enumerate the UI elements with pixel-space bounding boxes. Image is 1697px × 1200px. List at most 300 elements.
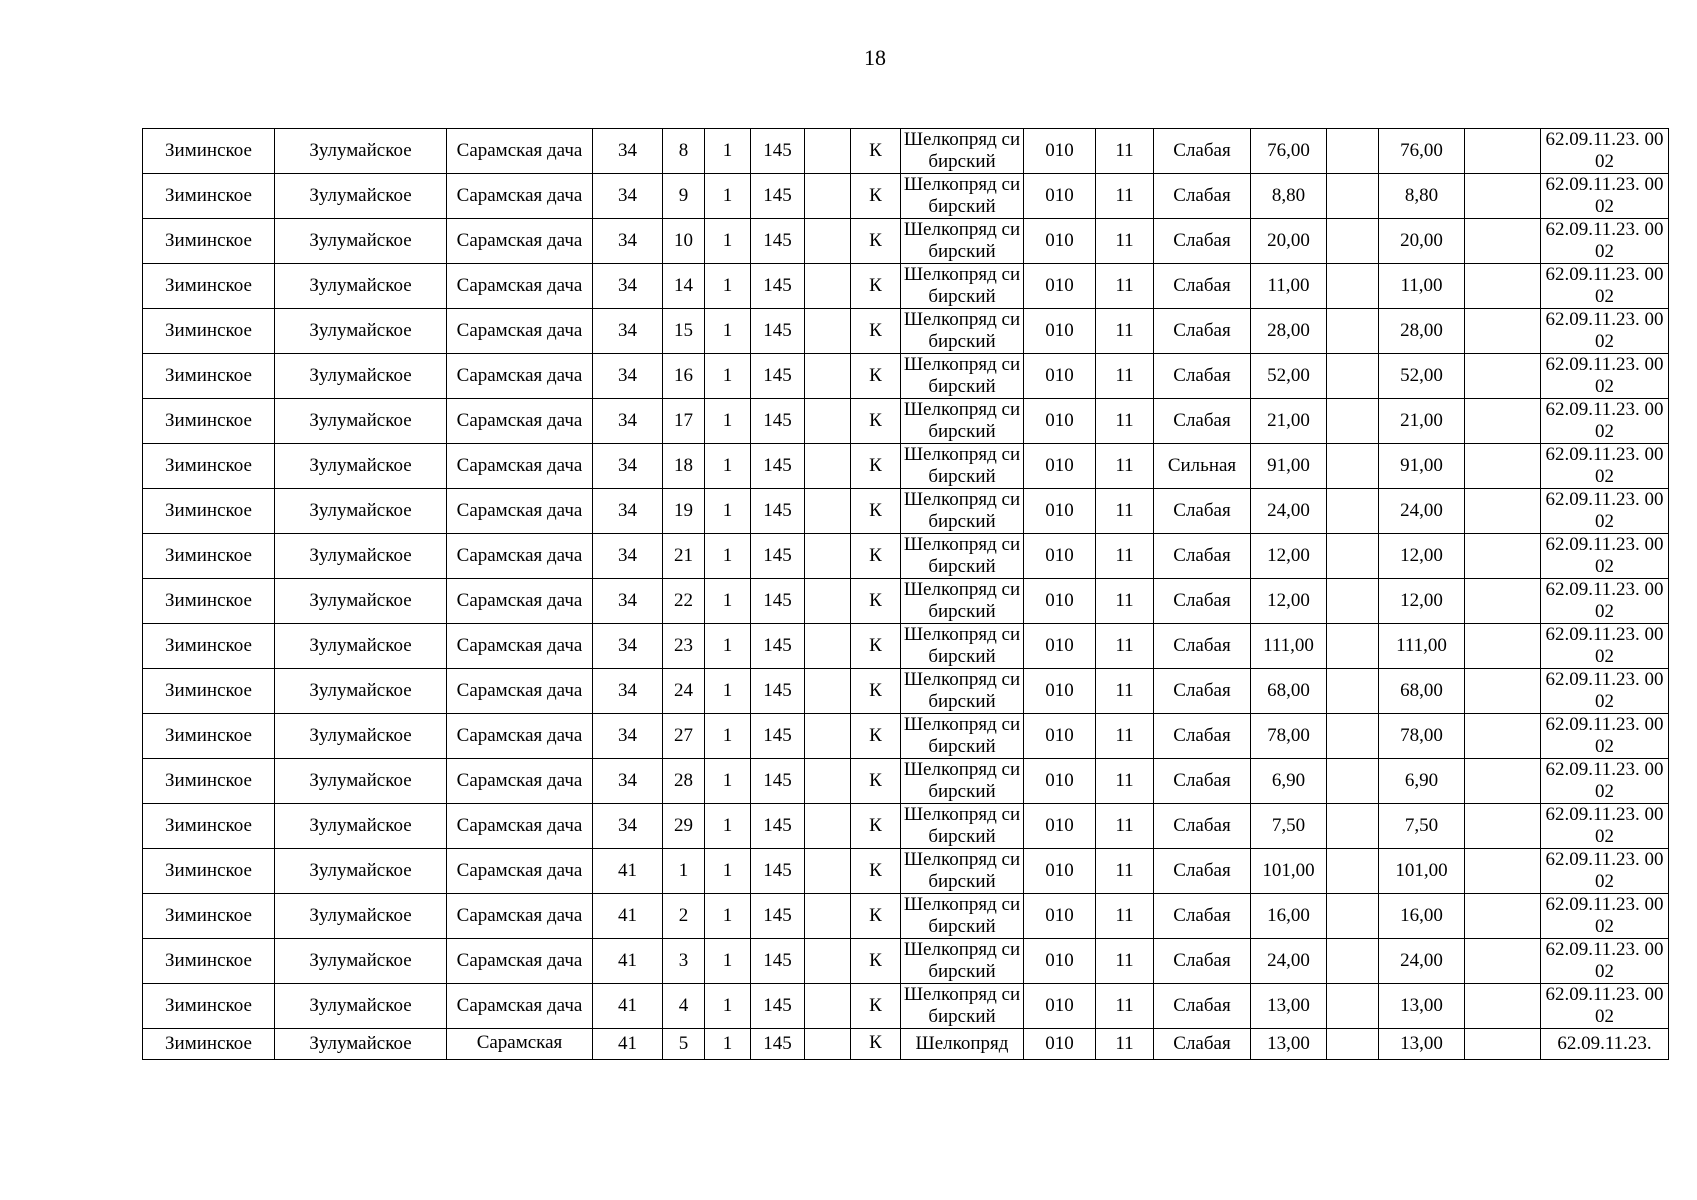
table-cell: 8 (663, 129, 705, 174)
table-cell: Слабая (1154, 264, 1251, 309)
table-cell: Слабая (1154, 399, 1251, 444)
table-cell (1465, 624, 1541, 669)
table-cell: 11 (1096, 849, 1154, 894)
table-cell (1327, 129, 1379, 174)
table-cell: 22 (663, 579, 705, 624)
table-cell: 010 (1024, 534, 1096, 579)
table-row (143, 309, 1669, 354)
table-cell: 62.09.11.23. 0002 (1541, 174, 1669, 219)
table-row (143, 444, 1669, 489)
table-cell: 18 (663, 444, 705, 489)
table-cell: 27 (663, 714, 705, 759)
table-cell (1327, 309, 1379, 354)
table-cell: 20,00 (1379, 219, 1465, 264)
table-cell (805, 174, 851, 219)
table-cell: 34 (593, 354, 663, 399)
table-cell: 62.09.11.23. 0002 (1541, 129, 1669, 174)
table-cell (805, 264, 851, 309)
table-cell: 11 (1096, 624, 1154, 669)
table-cell: Слабая (1154, 894, 1251, 939)
table-cell: 11 (1096, 174, 1154, 219)
table-cell: 34 (593, 489, 663, 534)
table-cell: Слабая (1154, 309, 1251, 354)
table-cell: Зулумайское (275, 174, 447, 219)
table-cell: Сарамская (447, 1029, 593, 1060)
table-cell: 010 (1024, 984, 1096, 1029)
table-cell (1465, 489, 1541, 534)
table-row (143, 804, 1669, 849)
table-cell: Сарамская дача (447, 354, 593, 399)
table-cell: 1 (705, 174, 751, 219)
table-row (143, 489, 1669, 534)
table-cell: К (851, 219, 901, 264)
table-cell: К (851, 264, 901, 309)
table-cell: 28,00 (1251, 309, 1327, 354)
table-cell: 12,00 (1379, 534, 1465, 579)
table-cell: 7,50 (1379, 804, 1465, 849)
table-cell: 68,00 (1251, 669, 1327, 714)
table-cell: 52,00 (1251, 354, 1327, 399)
table-cell: К (851, 624, 901, 669)
table-cell: Зиминское (143, 174, 275, 219)
table-row (143, 894, 1669, 939)
table-cell: 010 (1024, 669, 1096, 714)
table-cell: Зулумайское (275, 444, 447, 489)
table-cell: 62.09.11.23. 0002 (1541, 759, 1669, 804)
table-cell: 62.09.11.23. 0002 (1541, 669, 1669, 714)
table-row (143, 759, 1669, 804)
table-cell: 1 (705, 309, 751, 354)
table-cell: Зиминское (143, 129, 275, 174)
table-cell: 10 (663, 219, 705, 264)
table-cell: Зиминское (143, 759, 275, 804)
table-cell: Слабая (1154, 489, 1251, 534)
table-cell (1327, 354, 1379, 399)
table-cell (1465, 219, 1541, 264)
table-cell: Слабая (1154, 759, 1251, 804)
table-cell: 52,00 (1379, 354, 1465, 399)
table-cell: Зиминское (143, 984, 275, 1029)
table-cell (805, 624, 851, 669)
table-cell (805, 714, 851, 759)
table-cell: 41 (593, 939, 663, 984)
table-cell: 145 (751, 399, 805, 444)
table-cell: Зулумайское (275, 714, 447, 759)
table-cell: Шелкопряд сибирский (901, 264, 1024, 309)
table-cell (1465, 759, 1541, 804)
table-cell: 145 (751, 984, 805, 1029)
table-cell: Шелкопряд сибирский (901, 399, 1024, 444)
table-cell (1465, 309, 1541, 354)
table-cell: 010 (1024, 444, 1096, 489)
table-cell (805, 579, 851, 624)
table-cell: Слабая (1154, 129, 1251, 174)
table-cell: Шелкопряд сибирский (901, 804, 1024, 849)
table-cell: 145 (751, 579, 805, 624)
table-cell: К (851, 444, 901, 489)
table-cell: 1 (705, 894, 751, 939)
table-cell: 13,00 (1251, 984, 1327, 1029)
table-cell: 41 (593, 1029, 663, 1060)
table-cell: Сарамская дача (447, 444, 593, 489)
table-cell: Шелкопряд сибирский (901, 354, 1024, 399)
table-cell (1327, 849, 1379, 894)
table-cell: Шелкопряд сибирский (901, 219, 1024, 264)
table-cell: Шелкопряд сибирский (901, 759, 1024, 804)
table-cell: Зиминское (143, 849, 275, 894)
table-cell: К (851, 534, 901, 579)
table-cell: 1 (705, 444, 751, 489)
table-cell: 010 (1024, 174, 1096, 219)
table-cell: 62.09.11.23. 0002 (1541, 534, 1669, 579)
table-cell: Сарамская дача (447, 534, 593, 579)
table-cell: 11 (1096, 264, 1154, 309)
table-cell (805, 759, 851, 804)
table-cell (805, 669, 851, 714)
table-cell (1465, 174, 1541, 219)
table-cell (1327, 714, 1379, 759)
table-cell: 1 (705, 219, 751, 264)
table-cell: 010 (1024, 804, 1096, 849)
table-cell: 13,00 (1379, 984, 1465, 1029)
table-cell: 1 (705, 939, 751, 984)
table-cell: 12,00 (1251, 534, 1327, 579)
table-cell (1327, 1029, 1379, 1060)
table-cell: Зиминское (143, 624, 275, 669)
table-cell: 34 (593, 534, 663, 579)
table-cell: 010 (1024, 264, 1096, 309)
table-cell: 4 (663, 984, 705, 1029)
table-cell: Зиминское (143, 579, 275, 624)
table-cell: Слабая (1154, 669, 1251, 714)
table-row (143, 849, 1669, 894)
table-cell: 28,00 (1379, 309, 1465, 354)
table-cell: Зиминское (143, 309, 275, 354)
table-cell: Слабая (1154, 804, 1251, 849)
table-cell (1327, 399, 1379, 444)
table-row (143, 219, 1669, 264)
table-cell: Слабая (1154, 579, 1251, 624)
table-cell: 34 (593, 174, 663, 219)
table-cell: 68,00 (1379, 669, 1465, 714)
table-cell: Зулумайское (275, 894, 447, 939)
table-cell: 76,00 (1379, 129, 1465, 174)
table-cell: Зиминское (143, 669, 275, 714)
table-cell: 28 (663, 759, 705, 804)
table-cell: Сарамская дача (447, 669, 593, 714)
table-cell: 145 (751, 1029, 805, 1060)
table-cell: Сарамская дача (447, 804, 593, 849)
table-cell: Шелкопряд сибирский (901, 624, 1024, 669)
table-cell: 11,00 (1251, 264, 1327, 309)
table-cell: 91,00 (1379, 444, 1465, 489)
table-cell: Шелкопряд сибирский (901, 714, 1024, 759)
table-cell: 2 (663, 894, 705, 939)
table-cell: 62.09.11.23. 0002 (1541, 354, 1669, 399)
table-cell: 010 (1024, 489, 1096, 534)
table-cell: 145 (751, 354, 805, 399)
table-cell: 11 (1096, 939, 1154, 984)
table-cell (1327, 219, 1379, 264)
table-cell: К (851, 399, 901, 444)
table-cell: 111,00 (1251, 624, 1327, 669)
table-cell: Шелкопряд (901, 1029, 1024, 1060)
table-cell: 78,00 (1379, 714, 1465, 759)
table-cell (1327, 669, 1379, 714)
table-cell: Сарамская дача (447, 129, 593, 174)
table-cell: 1 (705, 489, 751, 534)
table-cell: Слабая (1154, 534, 1251, 579)
table-cell: 11 (1096, 804, 1154, 849)
table-cell: 24,00 (1379, 939, 1465, 984)
table-cell: 62.09.11.23. 0002 (1541, 399, 1669, 444)
table-cell: Зулумайское (275, 849, 447, 894)
table-cell: Слабая (1154, 174, 1251, 219)
table-cell (805, 489, 851, 534)
table-cell (1465, 444, 1541, 489)
table-row (143, 399, 1669, 444)
table-cell: Слабая (1154, 219, 1251, 264)
table-cell: Слабая (1154, 354, 1251, 399)
table-cell: 24 (663, 669, 705, 714)
table-cell: 21,00 (1251, 399, 1327, 444)
table-cell: Зулумайское (275, 984, 447, 1029)
table-cell: 145 (751, 894, 805, 939)
table-cell: 13,00 (1379, 1029, 1465, 1060)
table-cell: Зулумайское (275, 579, 447, 624)
table-cell (1327, 534, 1379, 579)
table-cell: 62.09.11.23. 0002 (1541, 939, 1669, 984)
table-cell (1465, 354, 1541, 399)
table-cell: 010 (1024, 849, 1096, 894)
table-cell (805, 219, 851, 264)
table-cell: 34 (593, 309, 663, 354)
table-cell: Зулумайское (275, 219, 447, 264)
table-cell: 62.09.11.23. 0002 (1541, 894, 1669, 939)
table-cell: 78,00 (1251, 714, 1327, 759)
table-cell (1465, 399, 1541, 444)
table-cell: 1 (705, 804, 751, 849)
table-cell (1327, 579, 1379, 624)
table-cell: 76,00 (1251, 129, 1327, 174)
table-cell: 16,00 (1251, 894, 1327, 939)
table-cell: 145 (751, 129, 805, 174)
table-cell: 010 (1024, 129, 1096, 174)
table-row (143, 624, 1669, 669)
table-cell (1465, 804, 1541, 849)
table-cell (1465, 534, 1541, 579)
table-cell: Шелкопряд сибирский (901, 984, 1024, 1029)
table-cell (1327, 894, 1379, 939)
table-cell: К (851, 849, 901, 894)
table-cell (1327, 804, 1379, 849)
table-cell: 34 (593, 129, 663, 174)
table-cell (805, 984, 851, 1029)
table-cell: Сарамская дача (447, 939, 593, 984)
table-cell: 11 (1096, 669, 1154, 714)
table-cell (805, 939, 851, 984)
table-cell: 62.09.11.23. 0002 (1541, 579, 1669, 624)
table-cell: 11 (1096, 444, 1154, 489)
table-cell: Зиминское (143, 219, 275, 264)
table-cell: 62.09.11.23. 0002 (1541, 624, 1669, 669)
table-cell: 21,00 (1379, 399, 1465, 444)
table-cell: Сарамская дача (447, 624, 593, 669)
table-cell: 91,00 (1251, 444, 1327, 489)
table-cell: 11 (1096, 309, 1154, 354)
table-cell: 41 (593, 984, 663, 1029)
table-cell: 1 (705, 714, 751, 759)
table-cell: 16 (663, 354, 705, 399)
table-cell: Зиминское (143, 354, 275, 399)
table-cell: 9 (663, 174, 705, 219)
table-cell: Зулумайское (275, 804, 447, 849)
table-cell: 11 (1096, 489, 1154, 534)
table-cell: 16,00 (1379, 894, 1465, 939)
table-row (143, 579, 1669, 624)
table-cell: 62.09.11.23. 0002 (1541, 714, 1669, 759)
table-cell: 111,00 (1379, 624, 1465, 669)
table-row (143, 984, 1669, 1029)
table-cell: 34 (593, 804, 663, 849)
table-row (143, 714, 1669, 759)
table-cell: Сарамская дача (447, 579, 593, 624)
table-cell: Сарамская дача (447, 984, 593, 1029)
table-cell: Зиминское (143, 444, 275, 489)
table-cell: 145 (751, 669, 805, 714)
table-cell (805, 309, 851, 354)
table-cell: 62.09.11.23. 0002 (1541, 444, 1669, 489)
table-cell (1465, 849, 1541, 894)
table-cell: Зулумайское (275, 939, 447, 984)
table-row (143, 669, 1669, 714)
table-cell: Зулумайское (275, 309, 447, 354)
table-cell: К (851, 894, 901, 939)
table-row (143, 1029, 1669, 1060)
table-cell: Зулумайское (275, 624, 447, 669)
table-cell (805, 894, 851, 939)
table-cell: К (851, 174, 901, 219)
table-cell: 34 (593, 399, 663, 444)
table-row (143, 129, 1669, 174)
table-cell: Слабая (1154, 939, 1251, 984)
table-cell: 010 (1024, 939, 1096, 984)
table-cell: Слабая (1154, 849, 1251, 894)
table-cell: 1 (705, 849, 751, 894)
table-cell: Сарамская дача (447, 894, 593, 939)
table-cell: 1 (705, 579, 751, 624)
table-cell: 010 (1024, 399, 1096, 444)
table-cell: 145 (751, 939, 805, 984)
table-cell: Зулумайское (275, 399, 447, 444)
table-cell: 21 (663, 534, 705, 579)
table-cell (1465, 939, 1541, 984)
table-cell: Зулумайское (275, 534, 447, 579)
table-cell: 010 (1024, 894, 1096, 939)
table-cell: Шелкопряд сибирский (901, 669, 1024, 714)
table-cell: К (851, 669, 901, 714)
table-cell: Сарамская дача (447, 849, 593, 894)
table-row (143, 939, 1669, 984)
table-cell: 62.09.11.23. 0002 (1541, 804, 1669, 849)
table-cell (1465, 894, 1541, 939)
table-cell: 14 (663, 264, 705, 309)
table-cell: Зулумайское (275, 354, 447, 399)
table-cell: Шелкопряд сибирский (901, 309, 1024, 354)
table-cell: 41 (593, 894, 663, 939)
table-cell: Шелкопряд сибирский (901, 174, 1024, 219)
table-row (143, 534, 1669, 579)
table-cell: 15 (663, 309, 705, 354)
table-cell (805, 534, 851, 579)
table-cell: Шелкопряд сибирский (901, 894, 1024, 939)
table-cell: Зулумайское (275, 759, 447, 804)
table-cell: 1 (705, 264, 751, 309)
table-cell (1327, 444, 1379, 489)
table-cell: Зиминское (143, 1029, 275, 1060)
table-cell: Зиминское (143, 804, 275, 849)
table-cell: 010 (1024, 759, 1096, 804)
table-cell: Шелкопряд сибирский (901, 129, 1024, 174)
table-cell: 62.09.11.23. (1541, 1029, 1669, 1060)
table-cell: Сарамская дача (447, 219, 593, 264)
table-cell: Зулумайское (275, 264, 447, 309)
table-cell (805, 129, 851, 174)
table-cell: Зиминское (143, 534, 275, 579)
table-cell: 17 (663, 399, 705, 444)
table-cell: 34 (593, 444, 663, 489)
table-cell: Шелкопряд сибирский (901, 534, 1024, 579)
table-cell: 34 (593, 624, 663, 669)
table-row (143, 264, 1669, 309)
table-cell: Шелкопряд сибирский (901, 489, 1024, 534)
table-cell: Зулумайское (275, 129, 447, 174)
table-cell: 62.09.11.23. 0002 (1541, 264, 1669, 309)
table-cell: 62.09.11.23. 0002 (1541, 489, 1669, 534)
table-cell: 8,80 (1379, 174, 1465, 219)
table-cell: 1 (705, 534, 751, 579)
page-number: 18 (864, 45, 886, 70)
table-cell: 19 (663, 489, 705, 534)
table-cell: 62.09.11.23. 0002 (1541, 219, 1669, 264)
table-cell: 34 (593, 759, 663, 804)
table-cell: 1 (705, 669, 751, 714)
table-cell: Шелкопряд сибирский (901, 444, 1024, 489)
table-cell (1465, 264, 1541, 309)
table-cell (1465, 984, 1541, 1029)
table-cell: Зиминское (143, 939, 275, 984)
table-cell: Сильная (1154, 444, 1251, 489)
table-cell: 1 (663, 849, 705, 894)
table-cell: Шелкопряд сибирский (901, 939, 1024, 984)
table-cell: Сарамская дача (447, 174, 593, 219)
table-cell: 11 (1096, 579, 1154, 624)
table-cell: К (851, 804, 901, 849)
table-cell: 101,00 (1251, 849, 1327, 894)
table-cell: 1 (705, 1029, 751, 1060)
table-cell: 12,00 (1251, 579, 1327, 624)
table-cell: К (851, 354, 901, 399)
table-cell: 11 (1096, 399, 1154, 444)
table-cell: 34 (593, 219, 663, 264)
table-cell (1465, 579, 1541, 624)
table-cell: 20,00 (1251, 219, 1327, 264)
table-cell: 145 (751, 849, 805, 894)
table-cell: 145 (751, 804, 805, 849)
table-cell (805, 1029, 851, 1060)
data-table (142, 128, 1669, 1060)
table-cell (1465, 669, 1541, 714)
